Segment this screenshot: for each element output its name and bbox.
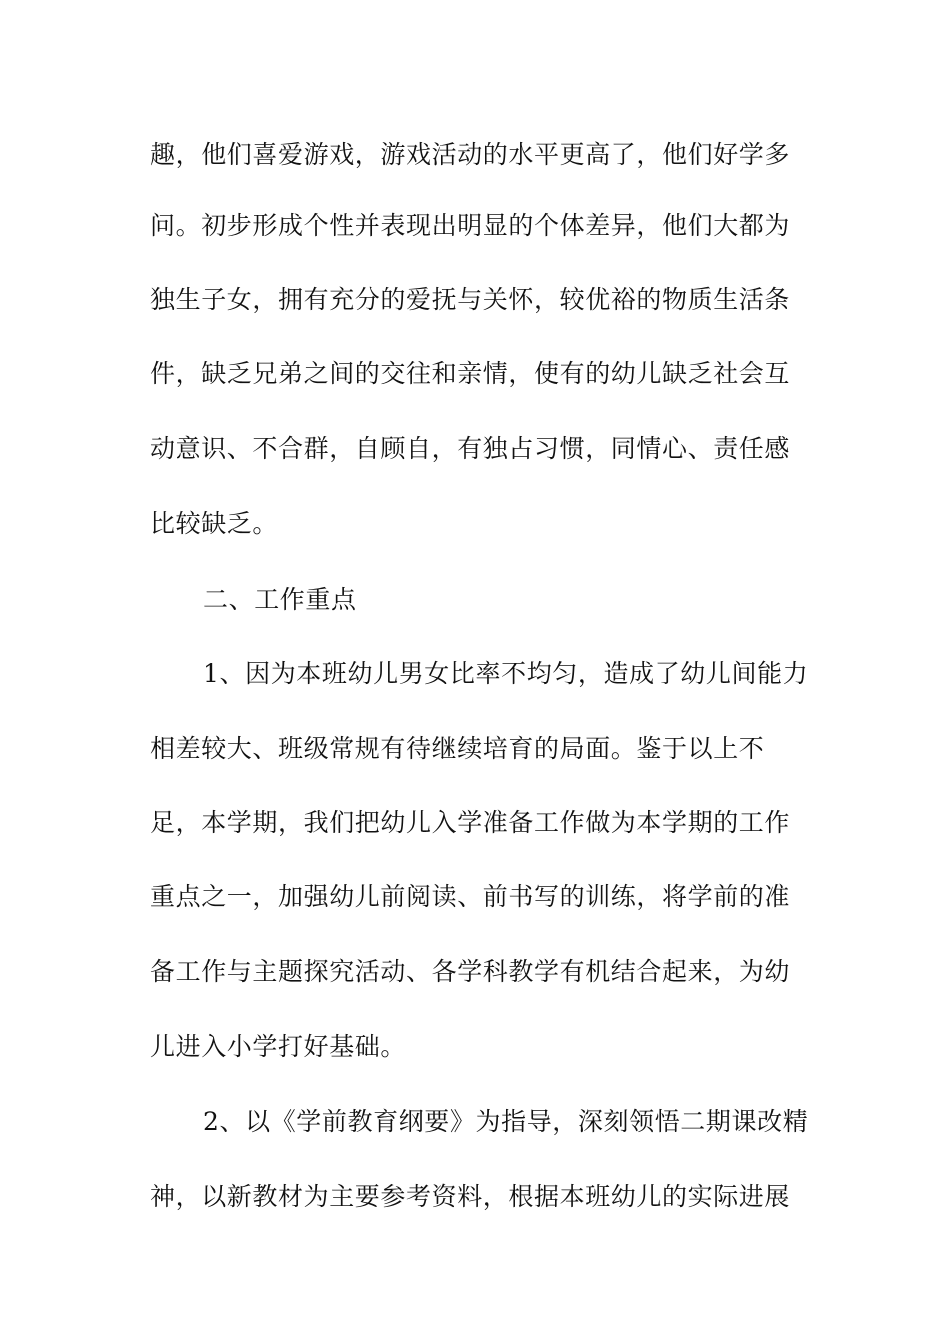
paragraph-line: 独生子女，拥有充分的爱抚与关怀，较优裕的物质生活条	[150, 285, 791, 314]
paragraph-line: 趣，他们喜爱游戏，游戏活动的水平更高了，他们好学多	[150, 140, 791, 169]
paragraph-line: 1、因为本班幼儿男女比率不均匀，造成了幼儿间能力	[203, 659, 809, 688]
paragraph-line: 件，缺乏兄弟之间的交往和亲情，使有的幼儿缺乏社会互	[150, 359, 791, 388]
paragraph-line: 儿进入小学打好基础。	[150, 1032, 407, 1061]
paragraph-line: 重点之一，加强幼儿前阅读、前书写的训练，将学前的准	[150, 882, 791, 911]
paragraph-line: 2、以《学前教育纲要》为指导，深刻领悟二期课改精	[203, 1107, 809, 1136]
paragraph-line: 足，本学期，我们把幼儿入学准备工作做为本学期的工作	[150, 808, 791, 837]
paragraph-line: 问。初步形成个性并表现出明显的个体差异，他们大都为	[150, 211, 791, 240]
paragraph-line: 比较缺乏。	[150, 509, 279, 538]
paragraph-line: 相差较大、班级常规有待继续培育的局面。鉴于以上不	[150, 734, 765, 763]
section-heading: 二、工作重点	[203, 585, 357, 614]
paragraph-line: 备工作与主题探究活动、各学科教学有机结合起来，为幼	[150, 957, 791, 986]
paragraph-line: 动意识、不合群，自顾自，有独占习惯，同情心、责任感	[150, 434, 791, 463]
paragraph-line: 神，以新教材为主要参考资料，根据本班幼儿的实际进展	[150, 1182, 791, 1211]
